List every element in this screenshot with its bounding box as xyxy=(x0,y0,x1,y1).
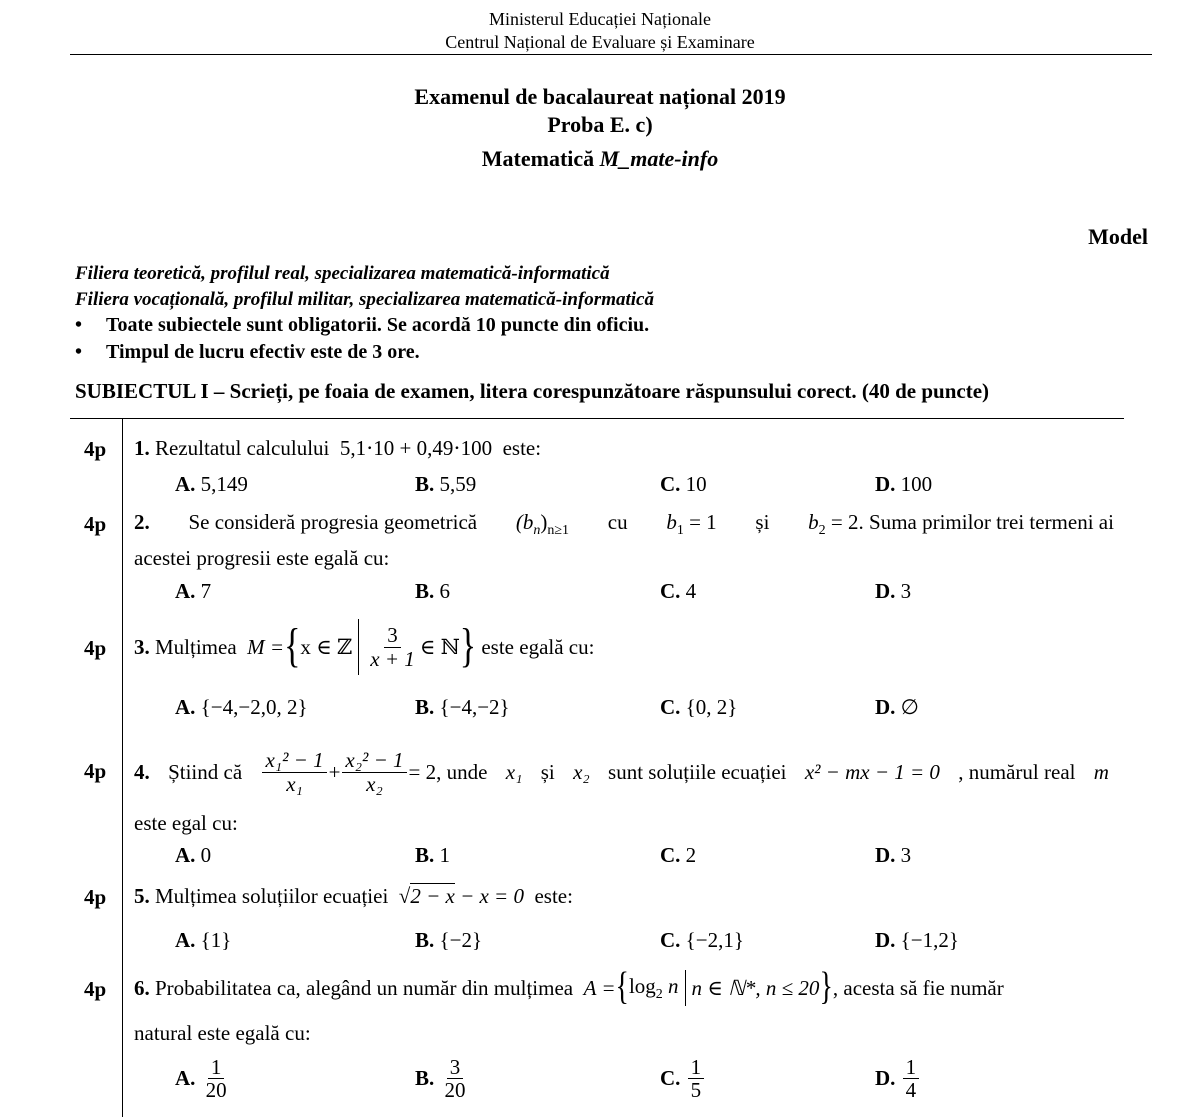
option-c[interactable] xyxy=(660,579,696,604)
option-value: 7 xyxy=(200,579,212,603)
option-letter: D. xyxy=(875,1066,896,1091)
option-letter: A. xyxy=(175,1066,196,1091)
question-points: 4p xyxy=(84,636,107,660)
option-d[interactable] xyxy=(875,695,919,720)
question-3-text xyxy=(134,612,594,682)
bullet-text: Toate subiectele sunt obligatorii. Se acordă 10 puncte din oficiu. xyxy=(106,314,650,336)
right-brace-icon: } xyxy=(459,620,477,673)
option-value: 10 xyxy=(685,472,707,496)
table-column-rule xyxy=(122,418,123,1117)
variable: m xyxy=(1093,759,1109,784)
option-letter: B. xyxy=(415,843,435,867)
subject-prefix: Matematică xyxy=(481,146,600,171)
bullet-item xyxy=(75,314,649,337)
question-text: , numărul real xyxy=(958,759,1076,784)
option-letter: D. xyxy=(875,843,896,867)
set-condition: x ∈ ℤ xyxy=(300,634,353,659)
filiera-line-2: Filiera vocațională, profilul militar, specializarea matematică-informatică xyxy=(75,289,654,310)
bullet-item xyxy=(75,341,420,364)
option-value: ∅ xyxy=(900,695,919,719)
subject-italic: M_mate-info xyxy=(599,146,719,171)
option-fraction: $\frac{1}{20}$ xyxy=(205,1055,227,1103)
option-letter: D. xyxy=(875,695,896,719)
option-b[interactable] xyxy=(415,1056,471,1101)
question-text: Probabilitatea ca, alegând un număr din mulțimea xyxy=(155,975,574,1000)
option-value: 100 xyxy=(900,472,933,496)
option-letter: D. xyxy=(875,928,896,952)
option-letter: B. xyxy=(415,695,435,719)
question-2-line2: acestei progresii este egală cu: xyxy=(134,546,390,570)
option-letter: B. xyxy=(415,579,435,603)
question-number: 2. xyxy=(134,510,150,534)
option-d[interactable] xyxy=(875,928,959,953)
option-value: {−4,−2} xyxy=(439,695,510,719)
question-6-text xyxy=(134,963,1004,1013)
log-expression: $\log_2 n$ xyxy=(628,973,679,1002)
option-value: 1 xyxy=(439,843,451,867)
question-text: Se consideră progresia geometrică xyxy=(188,510,478,534)
question-points: 4p xyxy=(84,437,107,461)
option-d[interactable] xyxy=(875,1056,921,1101)
question-number: 3. xyxy=(134,634,150,659)
set-name: A = xyxy=(583,975,616,1000)
question-points: 4p xyxy=(84,977,107,1001)
math-expression: 5,1⋅10 + 0,49⋅100 xyxy=(339,436,493,460)
question-text: este: xyxy=(502,436,542,460)
option-value: {−2} xyxy=(439,928,483,952)
option-fraction: $\frac{1}{5}$ xyxy=(688,1056,705,1101)
exam-proba: Proba E. c) xyxy=(547,112,653,137)
option-letter: C. xyxy=(660,928,681,952)
option-value: 2 xyxy=(685,843,697,867)
question-4-line2: este egal cu: xyxy=(134,811,238,835)
option-d[interactable] xyxy=(875,843,911,868)
option-a[interactable] xyxy=(175,843,211,868)
fraction: $\frac{3}{x + 1}$ xyxy=(370,623,415,671)
option-letter: D. xyxy=(875,579,896,603)
option-value: {−2,1} xyxy=(685,928,744,952)
question-text: cu xyxy=(607,510,628,534)
left-brace-icon: { xyxy=(284,620,301,673)
option-b[interactable] xyxy=(415,579,450,604)
option-b[interactable] xyxy=(415,928,482,953)
option-letter: C. xyxy=(660,472,681,496)
model-label: Model xyxy=(1088,224,1148,249)
variable: x₁ xyxy=(505,759,523,784)
question-text: Mulțimea xyxy=(155,634,237,659)
question-points: 4p xyxy=(84,885,107,909)
option-value: 3 xyxy=(900,843,912,867)
option-value: 5,59 xyxy=(439,472,477,496)
option-b[interactable] xyxy=(415,695,510,720)
option-a[interactable] xyxy=(175,928,231,953)
option-a[interactable] xyxy=(175,579,211,604)
bullet-icon: • xyxy=(75,314,83,336)
option-letter: C. xyxy=(660,843,681,867)
option-fraction: $\frac{1}{4}$ xyxy=(903,1056,920,1101)
question-number: 1. xyxy=(134,436,150,460)
option-c[interactable] xyxy=(660,928,744,953)
option-letter: C. xyxy=(660,695,681,719)
option-letter: D. xyxy=(875,472,896,496)
right-brace-icon: } xyxy=(819,965,833,1009)
option-value: 0 xyxy=(200,843,212,867)
question-text: și xyxy=(755,510,770,534)
question-text: Știind că xyxy=(168,759,243,784)
question-4-text xyxy=(134,740,1109,804)
ministry-name: Ministerul Educației Naționale xyxy=(489,9,711,29)
option-letter: C. xyxy=(660,1066,681,1091)
option-a[interactable] xyxy=(175,1056,232,1101)
option-c[interactable] xyxy=(660,695,737,720)
option-letter: B. xyxy=(415,472,435,496)
option-value: {0, 2} xyxy=(685,695,738,719)
option-letter: A. xyxy=(175,695,196,719)
question-text: și xyxy=(540,759,555,784)
set-name: M = xyxy=(247,634,285,659)
option-a[interactable] xyxy=(175,695,308,720)
option-c[interactable] xyxy=(660,843,696,868)
question-number: 5. xyxy=(134,884,150,908)
option-c[interactable] xyxy=(660,1056,706,1101)
option-d[interactable] xyxy=(875,472,932,497)
question-number: 6. xyxy=(134,975,150,1000)
option-letter: A. xyxy=(175,472,196,496)
question-2-text xyxy=(134,510,1114,539)
filiera-line-1: Filiera teoretică, profilul real, specializarea matematică-informatică xyxy=(75,263,610,284)
variable: x₂ xyxy=(573,759,590,784)
option-letter: A. xyxy=(175,579,196,603)
option-a[interactable] xyxy=(175,472,248,497)
question-points: 4p xyxy=(84,759,107,783)
option-value: {−4,−2,0, 2} xyxy=(200,695,308,719)
option-value: {−1,2} xyxy=(900,928,959,952)
option-value: 4 xyxy=(685,579,697,603)
question-text: Mulțimea soluțiilor ecuației xyxy=(155,884,389,908)
option-value: 5,149 xyxy=(200,472,248,496)
question-5-text xyxy=(134,884,573,909)
fraction-sum: $\frac{\text{x₁² − 1}}{\text{x₁}}$ + $\frac{\text{x₂² − 1}}{\text{x₂}}$ = 2 , unde xyxy=(260,749,487,794)
question-text: , acesta să fie număr xyxy=(832,975,1004,1000)
question-1-text xyxy=(134,436,541,461)
math-expression: x² − mx − 1 = 0 xyxy=(804,759,940,784)
exam-subject xyxy=(0,146,1200,172)
question-text: sunt soluțiile ecuației xyxy=(608,759,787,784)
option-c[interactable] xyxy=(660,472,707,497)
option-fraction: $\frac{3}{20}$ xyxy=(444,1055,466,1103)
option-letter: C. xyxy=(660,579,681,603)
question-text: Rezultatul calculului xyxy=(155,436,330,460)
table-top-rule xyxy=(70,418,1124,419)
question-number: 4. xyxy=(134,759,150,784)
option-value: 3 xyxy=(900,579,912,603)
exam-title: Examenul de bacalaureat național 2019 xyxy=(414,84,786,109)
set-bar xyxy=(358,619,359,675)
bullet-icon: • xyxy=(75,341,83,363)
question-points: 4p xyxy=(84,512,107,536)
question-text: este: xyxy=(534,884,573,908)
option-b[interactable] xyxy=(415,472,476,497)
option-d[interactable] xyxy=(875,579,911,604)
option-letter: B. xyxy=(415,1066,435,1091)
option-value: 6 xyxy=(439,579,451,603)
center-name: Centrul Național de Evaluare și Examinare xyxy=(445,32,755,52)
question-6-line2: natural este egală cu: xyxy=(134,1021,311,1045)
set-condition: n ∈ ℕ*, n ≤ 20 xyxy=(691,975,820,1000)
option-value: {1} xyxy=(200,928,232,952)
b1-expression: $b_1 = 1$ xyxy=(666,510,717,538)
option-letter: A. xyxy=(175,928,196,952)
set-condition: ∈ ℕ xyxy=(419,634,460,659)
option-b[interactable] xyxy=(415,843,450,868)
sqrt-expression: √2 − x − x = 0 xyxy=(398,884,524,908)
left-brace-icon: { xyxy=(615,965,629,1009)
option-letter: B. xyxy=(415,928,435,952)
bullet-text: Timpul de lucru efectiv este de 3 ore. xyxy=(106,341,420,363)
sqrt-icon: √ xyxy=(398,884,411,908)
set-bar xyxy=(685,970,686,1006)
sequence-expression: $(b_n)_{n\ge 1}$ xyxy=(515,510,570,538)
section-heading: SUBIECTUL I – Scrieți, pe foaia de examen, litera corespunzătoare răspunsului corect. (40 de puncte) xyxy=(75,379,990,403)
header-rule xyxy=(70,54,1152,55)
b2-expression: $b_2 = 2$. Suma primilor trei termeni ai xyxy=(808,510,1114,538)
option-letter: A. xyxy=(175,843,196,867)
question-text: este egală cu: xyxy=(481,634,595,659)
